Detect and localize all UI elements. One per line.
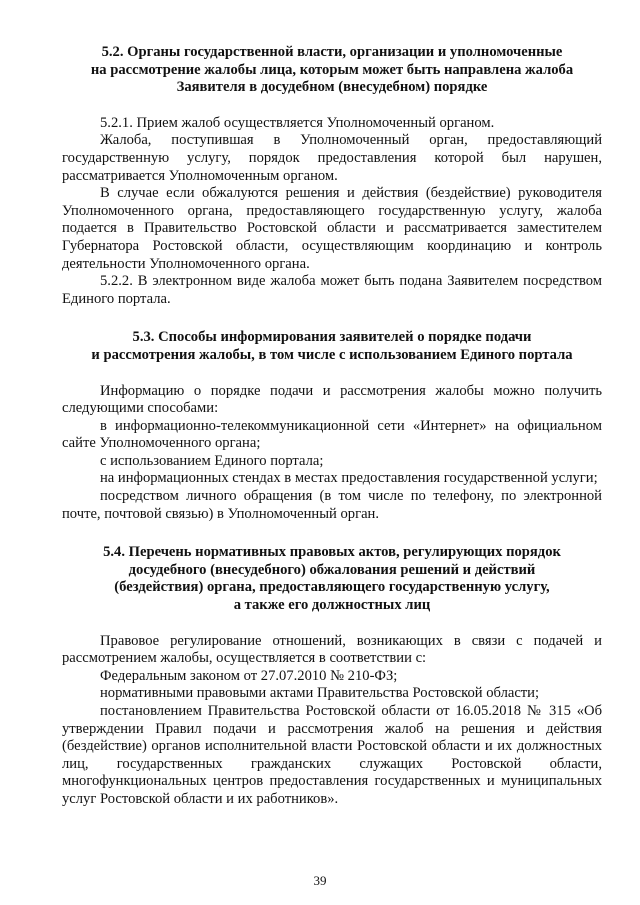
- paragraph: посредством личного обращения (в том числе по телефону, по электронной почте, почтовой связью) в Уполномоченный орган.: [62, 488, 602, 522]
- page-number: 39: [313, 873, 327, 888]
- heading-line: и рассмотрения жалобы, в том числе с использованием Единого портала: [91, 346, 573, 363]
- section-5-2: [62, 44, 602, 308]
- heading-line: а также его должностных лиц: [233, 597, 431, 614]
- heading-line: на рассмотрение жалобы лица, которым может быть направлена жалоба: [90, 61, 574, 78]
- paragraph: на информационных стендах в местах предоставления государственной услуги;: [100, 470, 598, 487]
- heading-line: досудебного (внесудебного) обжалования решений и действий: [128, 561, 536, 578]
- paragraph: постановлением Правительства Ростовской области от 16.05.2018 № 315 «Об утверждении Правил подачи и рассмотрения жалоб на решения и действия (бездействие) органов исполнительной власти Ростовской области и их должностных лиц, государственных гражданских служащих Ростовской области, многофункциональных центров предоставления государственных и муниципальных услуг Ростовской области и их работников».: [62, 703, 602, 807]
- paragraph: Правовое регулирование отношений, возникающих в связи с подачей и рассмотрением жалобы, осуществляется в соответствии с:: [62, 632, 602, 667]
- heading-line: 5.2. Органы государственной власти, организации и уполномоченные: [101, 44, 563, 60]
- paragraph: 5.2.2. В электронном виде жалоба может быть подана Заявителем посредством Единого портала.: [62, 273, 602, 307]
- paragraph: в информационно-телекоммуникационной сети «Интернет» на официальном сайте Уполномоченного органа;: [62, 417, 602, 452]
- paragraph: Информацию о порядке подачи и рассмотрения жалобы можно получить следующими способами:: [62, 382, 602, 417]
- section-heading: [62, 329, 602, 364]
- document-body: [62, 44, 602, 809]
- paragraph: Жалоба, поступившая в Уполномоченный орган, предоставляющий государственную услугу, порядок предоставления которой был нарушен, рассматривается Уполномоченным органом.: [62, 132, 602, 184]
- heading-line: 5.4. Перечень нормативных правовых актов, регулирующих порядок: [103, 544, 561, 561]
- section-5-4: [62, 544, 602, 808]
- paragraph: нормативными правовыми актами Правительства Ростовской области;: [100, 685, 540, 702]
- heading-line: Заявителя в досудебном (внесудебном) порядке: [176, 79, 488, 96]
- section-5-3: [62, 329, 602, 523]
- heading-line: 5.3. Способы информирования заявителей о порядке подачи: [132, 329, 532, 346]
- paragraph: 5.2.1. Прием жалоб осуществляется Уполномоченный органом.: [100, 114, 495, 131]
- paragraph: с использованием Единого портала;: [100, 452, 324, 469]
- section-heading: [62, 44, 602, 97]
- paragraph: В случае если обжалуются решения и действия (бездействие) руководителя Уполномоченного органа, предоставляющего государственную услугу, жалоба подается в Правительство Ростовской области и рассматривается заместителем Губернатора Ростовской области, осуществляющим координацию и контроль деятельности Уполномоченного органа.: [62, 185, 602, 272]
- heading-line: (бездействия) органа, предоставляющего государственную услугу,: [114, 579, 550, 596]
- paragraph: Федеральным законом от 27.07.2010 № 210-ФЗ;: [100, 667, 398, 684]
- section-heading: [62, 544, 602, 614]
